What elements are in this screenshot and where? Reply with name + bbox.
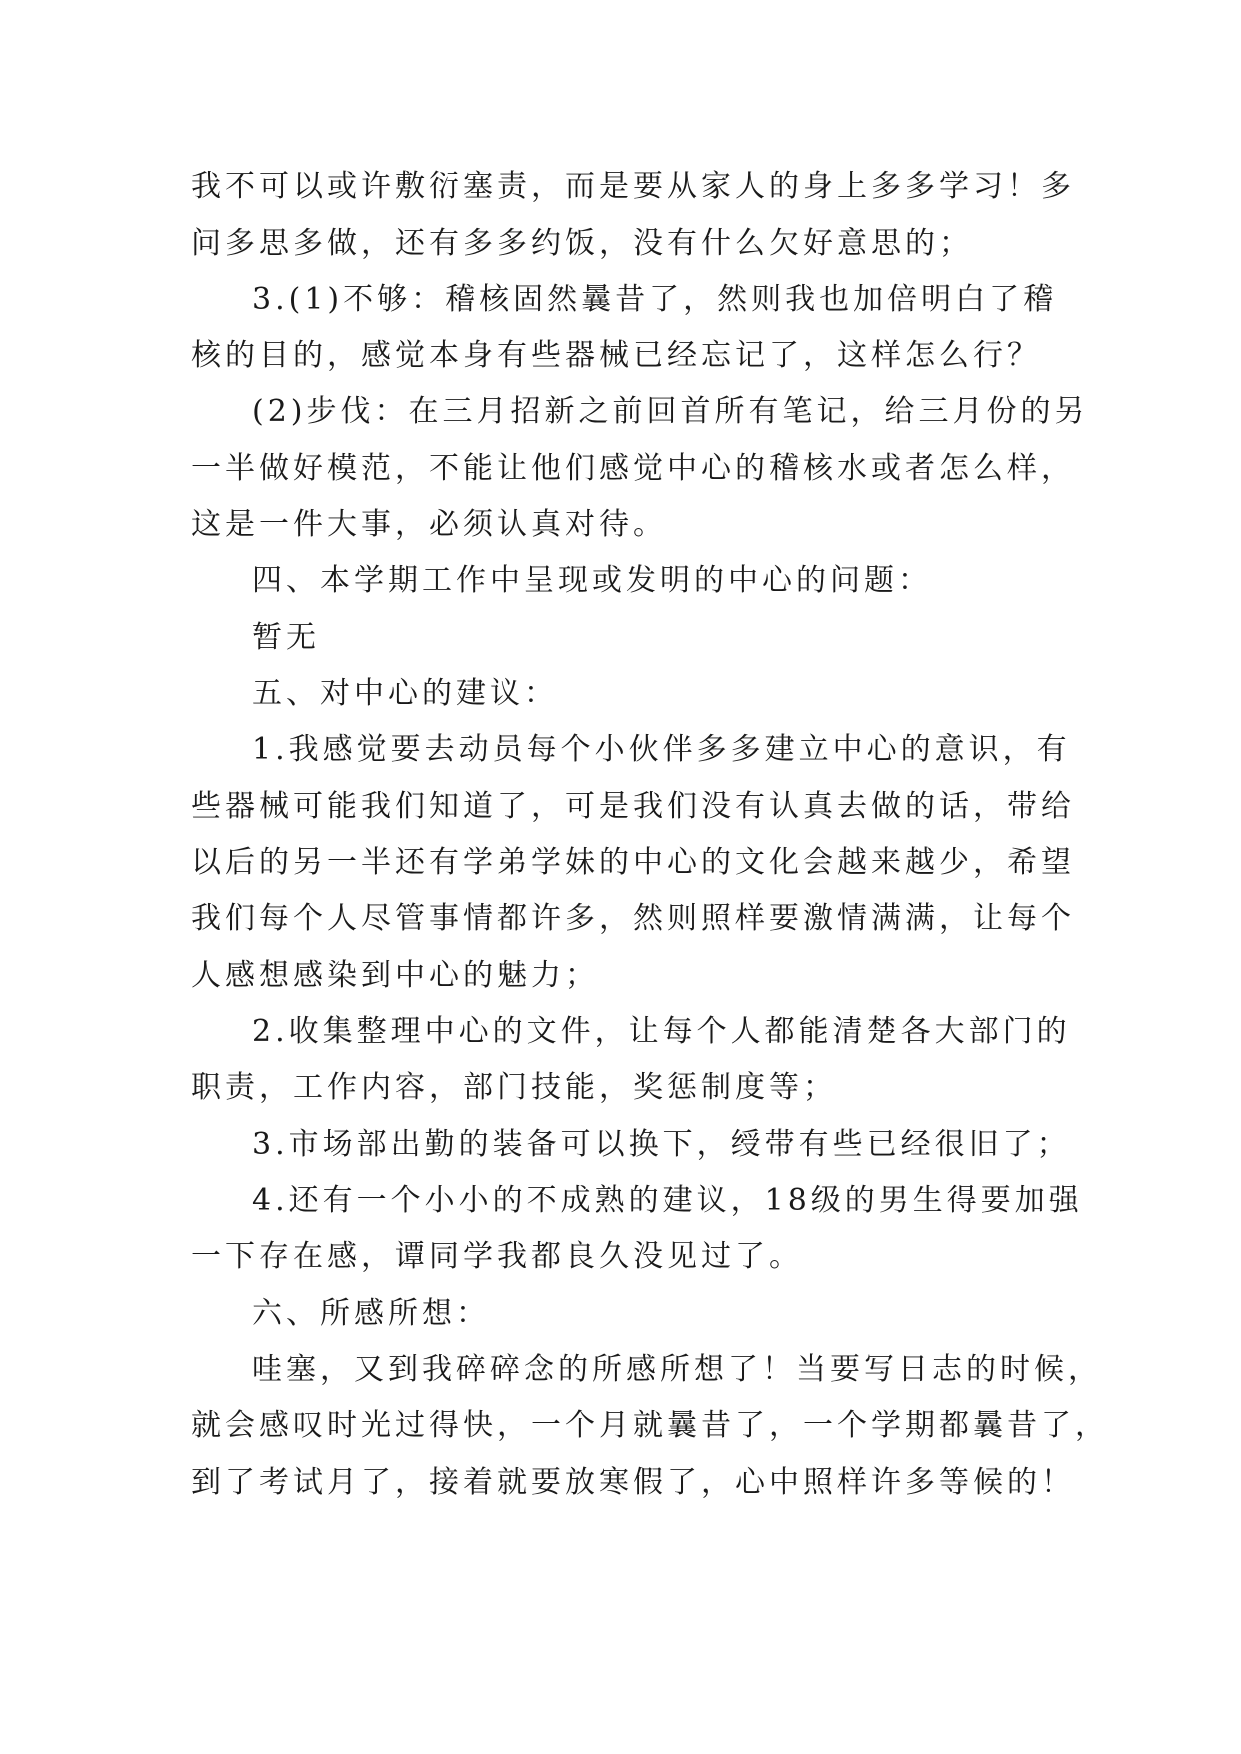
text-line: 人感想感染到中心的魅力；	[191, 958, 599, 993]
text-line: 以后的另一半还有学弟学妹的中心的文化会越来越少，希望	[191, 845, 1075, 880]
section-heading: 五、对中心的建议：	[252, 676, 558, 711]
text-line: 职责，工作内容，部门技能，奖惩制度等；	[191, 1070, 837, 1105]
text-line: 到了考试月了，接着就要放寒假了，心中照样许多等候的！	[191, 1465, 1075, 1500]
text-line: 1.我感觉要去动员每个小伙伴多多建立中心的意识，有	[252, 732, 1071, 767]
text-line: 一半做好模范，不能让他们感觉中心的稽核水或者怎么样，	[191, 451, 1075, 486]
text-line: 3.(1)不够：稽核固然曩昔了，然则我也加倍明白了稽	[252, 282, 1058, 317]
text-line: 哇塞，又到我碎碎念的所感所想了！当要写日志的时候，	[252, 1352, 1102, 1387]
text-line: 4.还有一个小小的不成熟的建议，18级的男生得要加强	[252, 1183, 1083, 1218]
text-line: 这是一件大事，必须认真对待。	[191, 507, 667, 542]
text-line: 我不可以或许敷衍塞责，而是要从家人的身上多多学习！多	[191, 169, 1075, 204]
text-line: 2.收集整理中心的文件，让每个人都能清楚各大部门的	[252, 1014, 1071, 1049]
text-line: (2)步伐：在三月招新之前回首所有笔记，给三月份的另	[252, 394, 1089, 429]
section-heading: 六、所感所想：	[252, 1296, 490, 1331]
text-line: 问多思多做，还有多多约饭，没有什么欠好意思的；	[191, 226, 973, 261]
text-line: 就会感叹时光过得快，一个月就曩昔了，一个学期都曩昔了，	[191, 1408, 1109, 1443]
text-line: 我们每个人尽管事情都许多，然则照样要激情满满，让每个	[191, 901, 1075, 936]
text-line: 3.市场部出勤的装备可以换下，绶带有些已经很旧了；	[252, 1127, 1071, 1162]
text-line: 些器械可能我们知道了，可是我们没有认真去做的话，带给	[191, 789, 1075, 824]
section-heading: 四、本学期工作中呈现或发明的中心的问题：	[252, 563, 932, 598]
text-line: 暂无	[252, 620, 320, 655]
text-line: 一下存在感，谭同学我都良久没见过了。	[191, 1239, 803, 1274]
text-line: 核的目的，感觉本身有些器械已经忘记了，这样怎么行？	[191, 338, 1041, 373]
